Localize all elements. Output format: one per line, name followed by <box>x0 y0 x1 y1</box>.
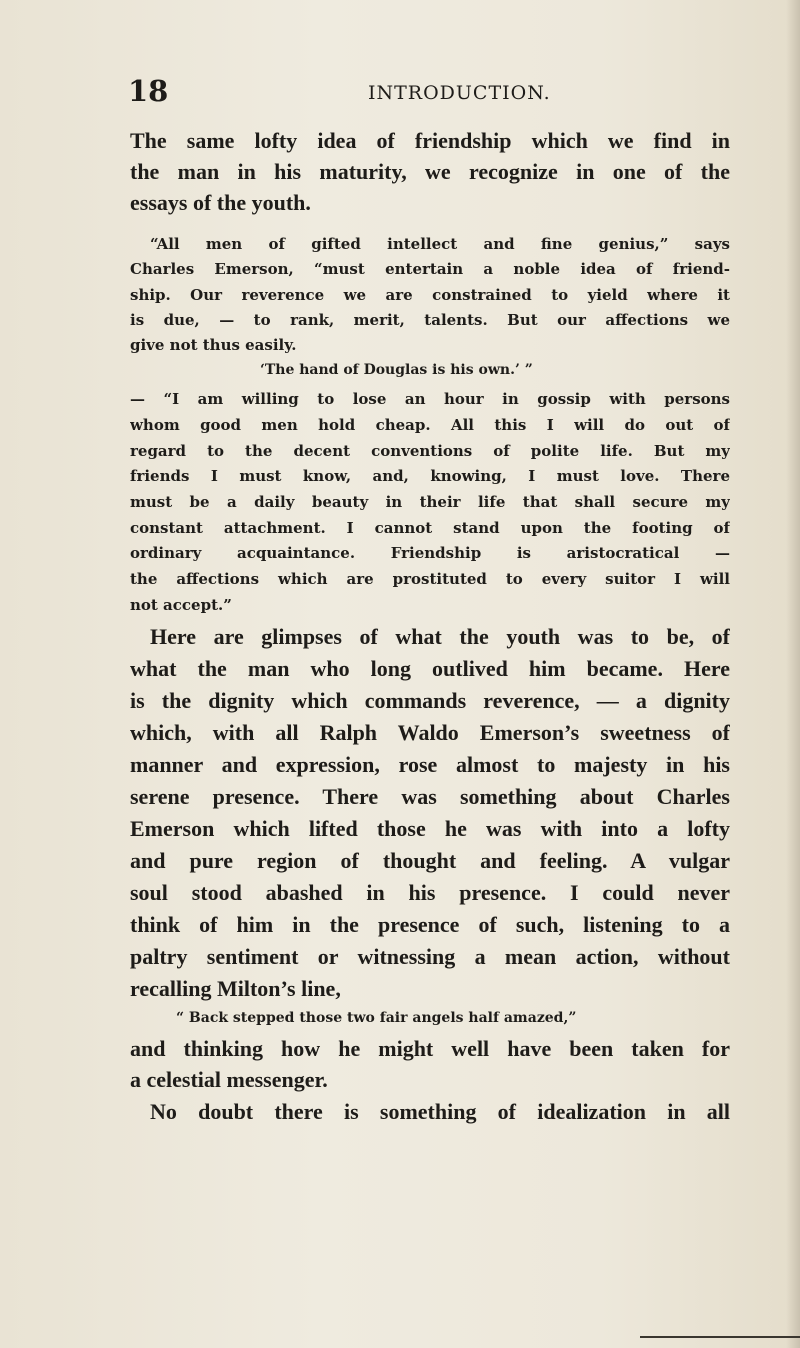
quote-1-line: give not thus easily. <box>130 336 297 354</box>
quote-2-line: not accept.” <box>130 596 232 614</box>
paragraph-2-line: think of him in the presence of such, listening to a <box>130 912 730 937</box>
quote-1-line: is due, — to rank, merit, talents. But our affections we <box>130 311 730 329</box>
page-edge-shadow <box>786 0 800 1348</box>
paragraph-4-line: No doubt there is something of idealization in all <box>150 1099 730 1124</box>
paragraph-2-line: serene presence. There was something about Charles <box>130 784 730 809</box>
quote-1-line: ship. Our reverence we are constrained to yield where it <box>130 286 730 304</box>
epigraph-douglas: ‘The hand of Douglas is his own.’ ” <box>260 362 533 378</box>
paragraph-2-line: paltry sentiment or witnessing a mean action, without <box>130 944 730 969</box>
quote-2-line: ordinary acquaintance. Friendship is aristocratical — <box>130 544 730 562</box>
page-number: 18 <box>128 74 169 108</box>
paragraph-1-line: The same lofty idea of friendship which we find in <box>130 128 730 153</box>
paragraph-3-line: and thinking how he might well have been taken for <box>130 1036 730 1061</box>
paragraph-2-line: is the dignity which commands reverence, — a dignity <box>130 688 730 713</box>
paragraph-2-line: Here are glimpses of what the youth was to be, of <box>150 624 730 649</box>
quote-2-line: — “I am willing to lose an hour in gossip with persons <box>130 390 730 408</box>
paragraph-3-line: a celestial messenger. <box>130 1067 328 1092</box>
paragraph-2-line: soul stood abashed in his presence. I could never <box>130 880 730 905</box>
section-title: INTRODUCTION. <box>368 82 551 104</box>
quote-1-line: “All men of gifted intellect and fine genius,” says <box>150 235 730 253</box>
quote-2-line: friends I must know, and, knowing, I must love. There <box>130 467 730 485</box>
quote-2-line: whom good men hold cheap. All this I will do out of <box>130 416 730 434</box>
quote-2-line: must be a daily beauty in their life that shall secure my <box>130 493 730 511</box>
quote-1-line: Charles Emerson, “must entertain a noble idea of friend- <box>130 260 730 278</box>
paragraph-1-line: the man in his maturity, we recognize in one of the <box>130 159 730 184</box>
quote-2-line: regard to the decent conventions of polite life. But my <box>130 442 730 460</box>
paragraph-1-line: essays of the youth. <box>130 190 311 215</box>
paragraph-2-line: which, with all Ralph Waldo Emerson’s sweetness of <box>130 720 730 745</box>
paragraph-2-line: what the man who long outlived him became. Here <box>130 656 730 681</box>
paragraph-2-line: and pure region of thought and feeling. A vulgar <box>130 848 730 873</box>
paragraph-2-line: Emerson which lifted those he was with into a lofty <box>130 816 730 841</box>
quote-2-line: constant attachment. I cannot stand upon the footing of <box>130 519 730 537</box>
page-bottom-rule <box>640 1336 800 1338</box>
running-head <box>128 74 728 114</box>
epigraph-milton: “ Back stepped those two fair angels half amazed,” <box>176 1010 577 1026</box>
paragraph-2-line: recalling Milton’s line, <box>130 976 341 1001</box>
paragraph-2-line: manner and expression, rose almost to majesty in his <box>130 752 730 777</box>
quote-2-line: the affections which are prostituted to every suitor I will <box>130 570 730 588</box>
